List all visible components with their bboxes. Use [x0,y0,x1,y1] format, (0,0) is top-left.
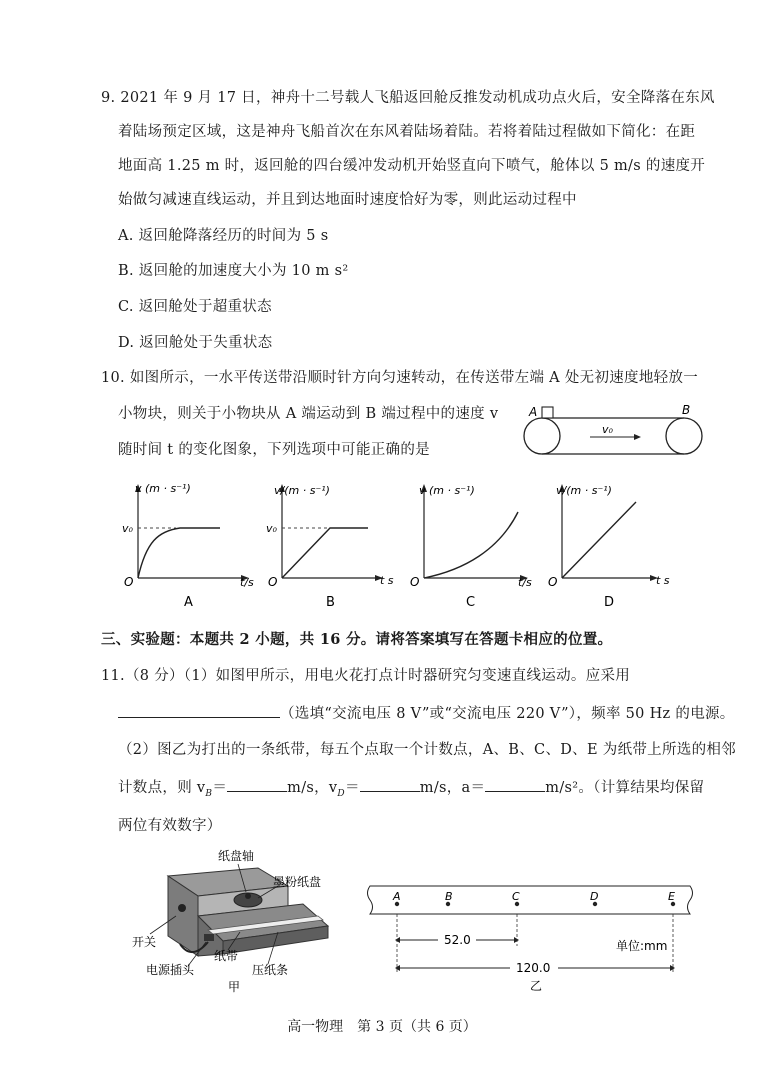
q11-line4 [118,776,704,799]
graph-c [404,480,549,610]
tape-label-c: C [512,890,520,903]
graph-b-origin: O [268,575,278,589]
q9-line1: 9. 2021 年 9 月 17 日，神舟十二号载人飞船返回舱反推发动机成功点火后，安全降落在东风 [101,90,715,106]
tape-label-e: E [668,890,675,903]
graph-d-xlabel: t s [656,574,670,587]
q11-line3: （2）图乙为打出的一条纸带，每五个点取一个计数点，A、B、C、D、E 为纸带上所选的相邻 [118,742,736,758]
paper-tape-figure [360,880,704,998]
label-switch: 开关 [132,935,157,949]
graph-c-ylabel: v (m · s⁻¹) [419,484,475,497]
graph-a-ylabel: v (m · s⁻¹) [135,482,191,495]
q9-option-b: B. 返回舱的加速度大小为 10 m s² [118,263,349,279]
graph-d-caption: D [604,595,615,610]
belt-label-a: A [529,405,538,419]
label-plug: 电源插头 [146,963,195,977]
q9-line3: 地面高 1.25 m 时，返回舱的四台缓冲发动机开始竖直向下喷气，舱体以 5 m/s 的速度开 [118,158,706,174]
graph-a-xlabel: t/s [240,576,254,589]
belt-label-b: B [682,403,691,417]
block-on-belt [542,407,553,418]
q11-text-vd: m/s，v [287,780,338,796]
tape-dist-ac: 52.0 [444,933,471,947]
section-3-heading: 三、实验题：本题共 2 小题，共 16 分。请将答案填写在答题卡相应的位置。 [101,631,613,648]
tape-label-d: D [590,890,599,903]
fig-yi-caption: 乙 [530,979,543,993]
q11-eq1: ＝ [212,780,228,796]
answer-blank-vd[interactable] [360,777,420,792]
q11-sub-b: B [205,788,213,799]
graph-a-origin: O [124,575,134,589]
graph-b [262,480,407,610]
q9-line2: 着陆场预定区域，这是神舟飞船首次在东风着陆场着陆。若将着陆过程做如下简化：在距 [118,124,696,140]
graph-b-caption: B [326,595,335,610]
tape-label-a: A [393,890,401,903]
answer-blank-a[interactable] [485,777,545,792]
page-footer: 高一物理 第 3 页（共 6 页） [287,1019,477,1035]
label-tape: 纸带 [214,949,239,963]
answer-blank-voltage[interactable] [118,703,280,718]
q11-line2 [118,702,735,723]
belt-label-v0: v₀ [602,423,613,436]
graph-b-v0: v₀ [266,522,277,535]
q11-eq2: ＝ [344,780,360,796]
graph-d-ylabel: v/(m · s⁻¹) [556,484,612,497]
graph-c-xlabel: t/s [518,576,532,589]
graph-a [118,480,263,610]
tape-label-b: B [445,890,453,903]
graph-d-origin: O [548,575,558,589]
label-paper-shaft: 纸盘轴 [218,849,255,863]
fig-jia-caption: 甲 [228,980,241,994]
q9-option-a: A. 返回舱降落经历的时间为 5 s [118,228,329,244]
q9-option-c: C. 返回舱处于超重状态 [118,299,272,315]
graph-c-origin: O [410,575,420,589]
q11-sub-d: D [337,788,345,799]
q9-option-d: D. 返回舱处于失重状态 [118,335,273,351]
tape-dist-ae: 120.0 [516,961,551,975]
q11-line1: 11.（8 分）（1）如图甲所示，用电火花打点计时器研究匀变速直线运动。应采用 [101,668,631,684]
conveyor-belt-figure [520,398,710,460]
graph-a-caption: A [184,595,193,610]
graph-a-v0: v₀ [122,522,133,535]
label-press-strip: 压纸条 [252,963,289,977]
q9-line4: 始做匀减速直线运动，并且到达地面时速度恰好为零，则此运动过程中 [118,192,577,208]
label-ink-disk: 墨粉纸盘 [273,875,322,889]
q11-text-a: m/s，a＝ [419,780,486,796]
q10-line3: 随时间 t 的变化图象，下列选项中可能正确的是 [118,442,430,458]
answer-blank-vb[interactable] [227,777,287,792]
tape-unit: 单位:mm [616,939,668,953]
q11-line5: 两位有效数字） [118,818,222,834]
q11-text-end: m/s²。（计算结果均保留 [545,780,705,796]
graph-c-caption: C [466,595,476,610]
spark-timer-figure [128,846,350,996]
graph-b-ylabel: v/(m · s⁻¹) [274,484,330,497]
graph-b-xlabel: t s [380,574,394,587]
graph-d [542,480,687,610]
q11-text-vb: 计数点，则 v [118,780,206,796]
q10-line1: 10. 如图所示，一水平传送带沿顺时针方向匀速转动，在传送带左端 A 处无初速度地轻放一 [101,370,699,386]
q11-line2-text: （选填“交流电压 8 V”或“交流电压 220 V”），频率 50 Hz 的电源。 [280,706,735,722]
q10-line2: 小物块，则关于小物块从 A 端运动到 B 端过程中的速度 v [118,406,499,422]
